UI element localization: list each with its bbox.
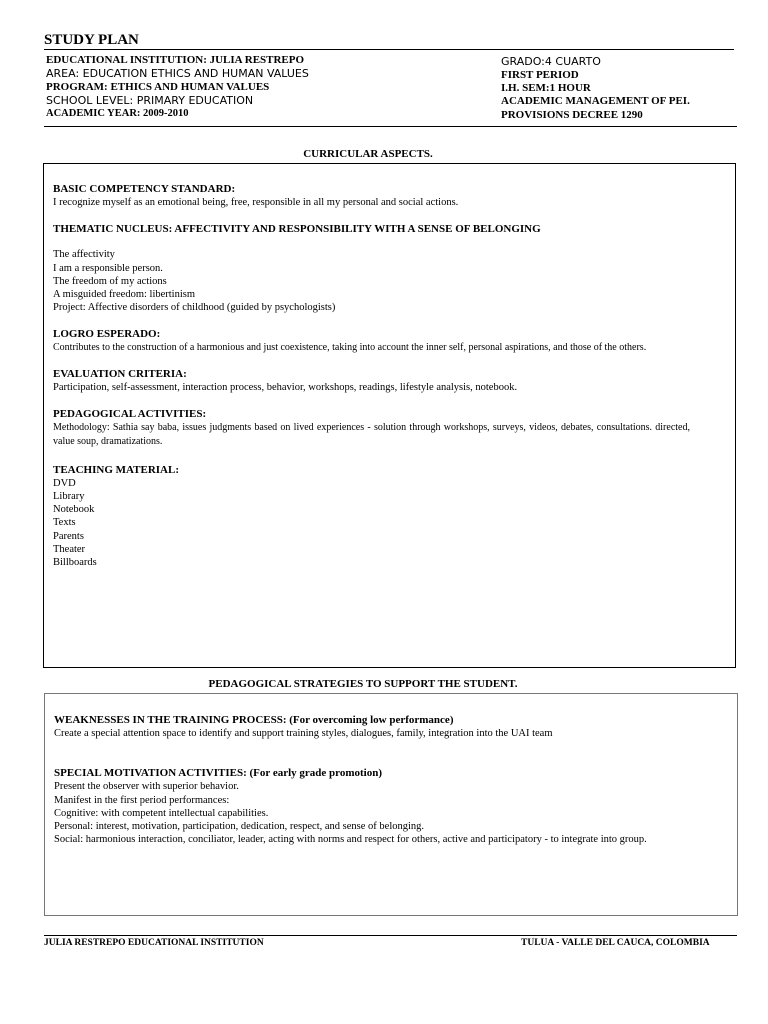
title-divider (44, 49, 734, 50)
evaluation-title: EVALUATION CRITERIA: (53, 368, 187, 381)
motivation-list (54, 780, 694, 833)
list-item: I am a responsible person. (53, 262, 163, 274)
area-label: AREA: EDUCATION ETHICS AND HUMAN VALUES (46, 67, 309, 80)
institution-label: EDUCATIONAL INSTITUTION: JULIA RESTREPO (46, 54, 305, 66)
footer-location: TULUA - VALLE DEL CAUCA, COLOMBIA (521, 938, 710, 948)
evaluation-text: Participation, self-assessment, interaction process, behavior, workshops, readings, lifestyle analysis, notebook. (53, 382, 518, 394)
logro-title: LOGRO ESPERADO: (53, 327, 161, 340)
grade-label: GRADO:4 CUARTO (501, 55, 601, 68)
strategies-content (54, 713, 694, 847)
list-item: A misguided freedom: libertinism (53, 289, 196, 301)
page-title: STUDY PLAN (44, 32, 139, 48)
motivation-title: SPECIAL MOTIVATION ACTIVITIES: (For early grade promotion) (54, 767, 382, 780)
hours-label: I.H. SEM:1 HOUR (501, 81, 591, 94)
school-level-label: SCHOOL LEVEL: PRIMARY EDUCATION (46, 94, 254, 107)
list-item: Cognitive: with competent intellectual capabilities. (54, 807, 269, 819)
list-item: Texts (53, 517, 76, 529)
competency-title: BASIC COMPETENCY STANDARD: (53, 183, 236, 195)
list-item: Project: Affective disorders of childhood (guided by psychologists) (53, 302, 336, 314)
activities-text: Methodology: Sathia say baba, issues judgments based on lived experiences - solution through workshops, surveys, videos, debates, consultations. directed, value soup, dramatizations. (53, 421, 690, 447)
list-item: Parents (53, 530, 84, 542)
header-divider (44, 126, 737, 127)
list-item: Manifest in the first period performances: (54, 794, 230, 806)
footer-divider (44, 935, 737, 936)
strategies-heading: PEDAGOGICAL STRATEGIES TO SUPPORT THE STUDENT. (208, 678, 518, 690)
list-item: Notebook (53, 504, 95, 516)
list-item: Present the observer with superior behavior. (54, 781, 239, 793)
weakness-title: WEAKNESSES IN THE TRAINING PROCESS: (For overcoming low performance) (54, 714, 454, 726)
competency-text: I recognize myself as an emotional being, free, responsible in all my personal and social actions. (53, 197, 459, 208)
curricular-content (53, 182, 690, 570)
header-left-block (46, 54, 466, 121)
list-item: Personal: interest, motivation, participation, dedication, respect, and sense of belonging. (54, 821, 425, 833)
decree-label: PROVISIONS DECREE 1290 (501, 108, 643, 121)
management-label: ACADEMIC MANAGEMENT OF PEI. (501, 95, 690, 107)
nucleus-list (53, 248, 690, 314)
program-label: PROGRAM: ETHICS AND HUMAN VALUES (46, 80, 270, 93)
curricular-heading: CURRICULAR ASPECTS. (303, 148, 433, 160)
footer-institution: JULIA RESTREPO EDUCATIONAL INSTITUTION (44, 938, 264, 948)
list-item: Billboards (53, 557, 97, 569)
material-title: TEACHING MATERIAL: (53, 463, 180, 476)
list-item: The affectivity (53, 249, 115, 261)
material-list (53, 477, 690, 570)
activities-title: PEDAGOGICAL ACTIVITIES: (53, 407, 207, 420)
nucleus-title: THEMATIC NUCLEUS: AFFECTIVITY AND RESPONSIBILITY WITH A SENSE OF BELONGING (53, 223, 541, 236)
list-item: Library (53, 490, 85, 502)
header-right-block (501, 55, 741, 122)
logro-text: Contributes to the construction of a harmonious and just coexistence, taking into account the inner self, personal aspirations, and those of the others. (53, 341, 647, 353)
list-item: DVD (53, 477, 76, 489)
period-label: FIRST PERIOD (501, 68, 579, 81)
list-item: The freedom of my actions (53, 275, 167, 287)
academic-year-label: ACADEMIC YEAR: 2009-2010 (46, 107, 189, 119)
list-item: Theater (53, 544, 86, 556)
social-text: Social: harmonious interaction, conciliator, leader, acting with norms and respect for others, active and participatory - to integrate into group. (54, 834, 647, 846)
weakness-text: Create a special attention space to identify and support training styles, dialogues, family, integration into the UAI team (54, 728, 553, 739)
